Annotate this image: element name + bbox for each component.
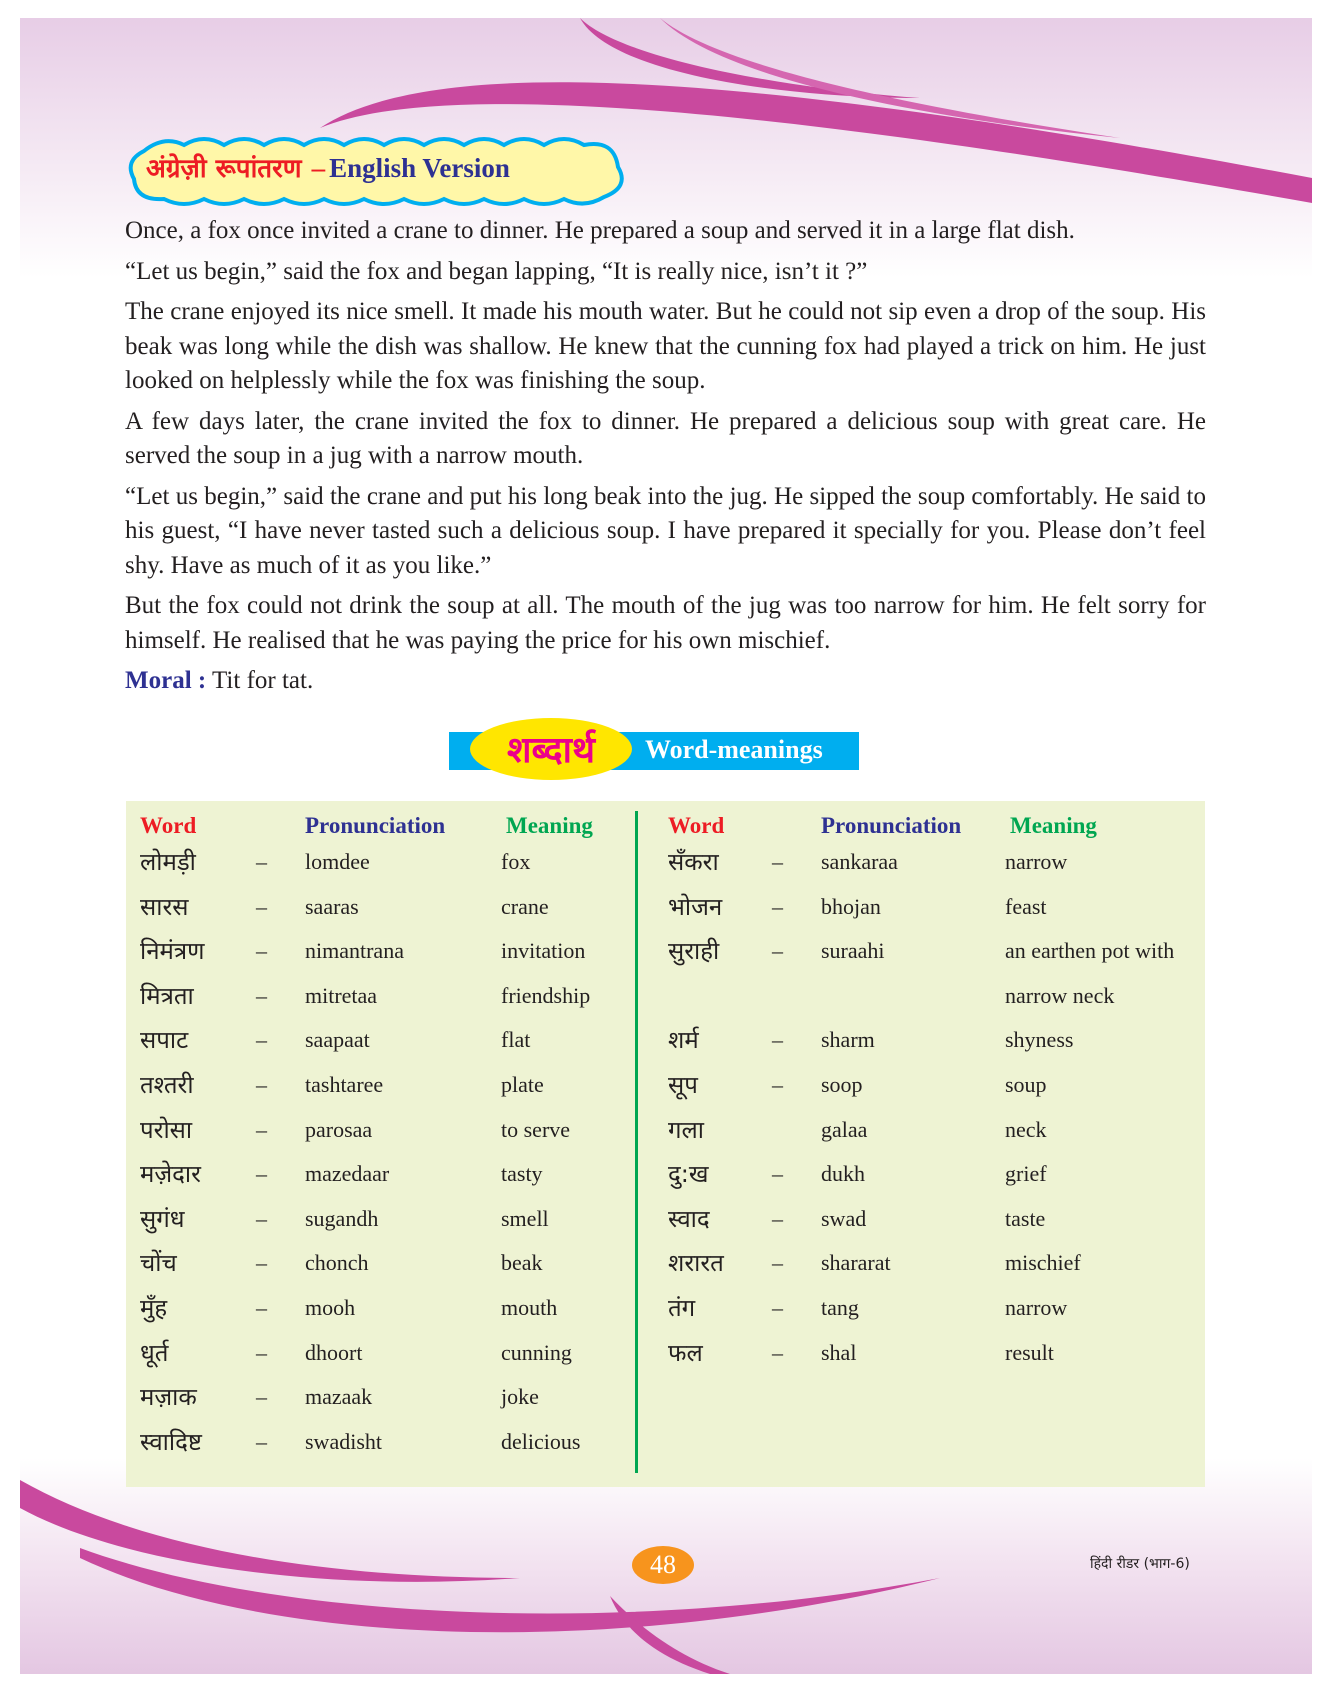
glossary-dash: – bbox=[256, 1294, 267, 1320]
glossary-dash: – bbox=[256, 1339, 267, 1365]
heading-hindi: शब्दार्थ bbox=[507, 730, 595, 771]
glossary-pronunciation: tashtaree bbox=[305, 1071, 384, 1097]
glossary-word: परोसा bbox=[140, 1115, 193, 1144]
glossary-pronunciation: nimantrana bbox=[305, 938, 404, 964]
header-hindi-title: अंग्रेज़ी रूपांतरण bbox=[146, 154, 302, 184]
glossary-meaning: beak bbox=[501, 1250, 543, 1276]
glossary-pronunciation: dhoort bbox=[305, 1339, 363, 1365]
glossary-dash: – bbox=[256, 849, 267, 874]
glossary-word: शर्म bbox=[668, 1026, 699, 1055]
glossary-pronunciation: dukh bbox=[821, 1161, 865, 1187]
moral-text: Tit for tat. bbox=[212, 667, 314, 694]
glossary-dash: – bbox=[772, 1205, 783, 1231]
glossary-dash: – bbox=[772, 893, 783, 919]
glossary-pronunciation: lomdee bbox=[305, 849, 370, 874]
glossary-word: मज़ेदार bbox=[140, 1160, 201, 1189]
glossary-meaning: fox bbox=[501, 849, 531, 874]
header-separator: – bbox=[311, 153, 326, 183]
glossary-dash: – bbox=[256, 938, 267, 964]
glossary-pronunciation: bhojan bbox=[821, 893, 881, 919]
header-pronunciation: Pronunciation bbox=[305, 813, 446, 838]
glossary-word: स्वादिष्ट bbox=[140, 1427, 202, 1456]
glossary-meaning: grief bbox=[1005, 1161, 1047, 1187]
glossary-meaning: plate bbox=[501, 1071, 544, 1097]
glossary-meaning: delicious bbox=[501, 1428, 581, 1454]
glossary-pronunciation: tang bbox=[821, 1294, 859, 1320]
glossary-meaning: mouth bbox=[501, 1294, 558, 1320]
header-meaning: Meaning bbox=[1010, 813, 1097, 838]
glossary-word: तंग bbox=[668, 1293, 696, 1322]
glossary-pronunciation: parosaa bbox=[305, 1116, 373, 1142]
glossary-panel bbox=[126, 801, 1205, 1487]
glossary-word: सारस bbox=[140, 892, 189, 921]
moral-line bbox=[125, 664, 1206, 699]
glossary-dash: – bbox=[256, 982, 267, 1008]
glossary-dash: – bbox=[772, 1071, 783, 1097]
glossary-meaning: flat bbox=[501, 1027, 531, 1053]
header-word: Word bbox=[668, 813, 725, 838]
story-paragraph: Once, a fox once invited a crane to dinner. He prepared a soup and served it in a large flat dish. bbox=[125, 217, 1075, 244]
glossary-meaning: shyness bbox=[1005, 1027, 1074, 1053]
glossary-word: तश्तरी bbox=[140, 1070, 194, 1099]
glossary-word: मज़ाक bbox=[140, 1383, 197, 1412]
glossary-word: फल bbox=[668, 1338, 703, 1367]
story-paragraph: But the fox could not drink the soup at all. The mouth of the jug was too narrow for him. He felt sorry for himself. He realised that he was paying the price for his own mischief. bbox=[125, 592, 1206, 654]
glossary-pronunciation: sugandh bbox=[305, 1205, 379, 1231]
story-paragraph: A few days later, the crane invited the fox to dinner. He prepared a delicious soup with great care. He served the soup in a jug with a narrow mouth. bbox=[125, 407, 1206, 469]
glossary-pronunciation: saapaat bbox=[305, 1027, 370, 1053]
glossary-meaning: smell bbox=[501, 1205, 549, 1231]
glossary-meaning: feast bbox=[1005, 893, 1047, 919]
header-title bbox=[146, 149, 510, 185]
glossary-meaning: result bbox=[1005, 1339, 1054, 1365]
column-divider bbox=[635, 811, 638, 1473]
glossary-pronunciation: suraahi bbox=[821, 938, 885, 964]
glossary-meaning: joke bbox=[501, 1384, 539, 1410]
glossary-dash: – bbox=[772, 1339, 783, 1365]
glossary-dash: – bbox=[772, 938, 783, 964]
glossary-word: निमंत्रण bbox=[140, 937, 205, 966]
glossary-dash: – bbox=[256, 893, 267, 919]
word-meanings-heading bbox=[449, 718, 879, 792]
glossary-dash: – bbox=[772, 1294, 783, 1320]
glossary-meaning: neck bbox=[1005, 1116, 1047, 1142]
story-paragraph: “Let us begin,” said the crane and put his long beak into the jug. He sipped the soup comfortably. He said to his guest, “I have never tasted such a delicious soup. I have prepared it specially for you. Please don’t feel shy. Have as much of it as you like.” bbox=[125, 482, 1206, 579]
glossary-pronunciation: mooh bbox=[305, 1294, 356, 1320]
glossary-meaning: cunning bbox=[501, 1339, 572, 1365]
page-number: 48 bbox=[632, 1546, 694, 1584]
glossary-meaning: tasty bbox=[501, 1161, 543, 1187]
glossary-meaning: invitation bbox=[501, 938, 586, 964]
glossary-dash: – bbox=[256, 1116, 267, 1142]
glossary-word: चोंच bbox=[140, 1249, 177, 1278]
glossary-dash: – bbox=[256, 1027, 267, 1053]
glossary-word: धूर्त bbox=[140, 1338, 169, 1367]
header-meaning: Meaning bbox=[506, 813, 593, 838]
header-pronunciation: Pronunciation bbox=[821, 813, 962, 838]
glossary-word: गला bbox=[668, 1115, 704, 1144]
glossary-word: शरारत bbox=[668, 1249, 724, 1278]
glossary-word: भोजन bbox=[668, 892, 723, 921]
glossary-word: सुगंध bbox=[140, 1204, 185, 1233]
glossary-pronunciation: mazaak bbox=[305, 1384, 373, 1410]
glossary-pronunciation: shal bbox=[821, 1339, 857, 1365]
glossary-dash: – bbox=[772, 1250, 783, 1276]
header-banner bbox=[124, 131, 630, 211]
glossary-dash: – bbox=[772, 849, 783, 874]
header-word: Word bbox=[140, 813, 197, 838]
page bbox=[20, 18, 1312, 1674]
glossary-meaning: soup bbox=[1005, 1071, 1047, 1097]
glossary-word: सँकरा bbox=[668, 848, 719, 876]
glossary-dash: – bbox=[256, 1161, 267, 1187]
glossary-dash: – bbox=[256, 1384, 267, 1410]
glossary-word: सूप bbox=[668, 1070, 698, 1099]
glossary-pronunciation: galaa bbox=[821, 1116, 868, 1142]
moral-label: Moral : bbox=[125, 667, 207, 694]
story-text bbox=[125, 214, 1206, 705]
glossary-pronunciation: saaras bbox=[305, 893, 359, 919]
glossary-meaning: mischief bbox=[1005, 1250, 1081, 1276]
glossary-pronunciation: chonch bbox=[305, 1250, 369, 1276]
glossary-word: स्वाद bbox=[668, 1204, 710, 1233]
glossary-pronunciation: shararat bbox=[821, 1250, 891, 1276]
glossary-meaning: taste bbox=[1005, 1205, 1046, 1231]
glossary-dash: – bbox=[772, 1027, 783, 1053]
glossary-meaning: narrow bbox=[1005, 1294, 1068, 1320]
glossary-word: सुराही bbox=[668, 937, 720, 966]
story-paragraph: The crane enjoyed its nice smell. It made his mouth water. But he could not sip even a drop of the soup. His beak was long while the dish was shallow. He knew that the cunning fox had played a trick on him. He just looked on helplessly while the fox was finishing the soup. bbox=[125, 298, 1206, 394]
glossary-word: मित्रता bbox=[140, 981, 194, 1010]
glossary-word: मुँह bbox=[140, 1293, 168, 1322]
story-paragraph: “Let us begin,” said the fox and began lapping, “It is really nice, isn’t it ?” bbox=[125, 257, 868, 285]
book-title: हिंदी रीडर (भाग-6) bbox=[1090, 1556, 1190, 1572]
glossary-pronunciation: swad bbox=[821, 1205, 867, 1231]
glossary-meaning: to serve bbox=[501, 1116, 571, 1142]
glossary-word: लोमड़ी bbox=[140, 848, 196, 876]
header-english-title: English Version bbox=[329, 153, 510, 183]
glossary-word: सपाट bbox=[140, 1026, 189, 1055]
glossary-meaning: narrow bbox=[1005, 849, 1068, 874]
glossary-meaning: narrow neck bbox=[1005, 982, 1115, 1008]
glossary-pronunciation: mazedaar bbox=[305, 1161, 390, 1187]
glossary-meaning: an earthen pot with bbox=[1005, 938, 1175, 964]
glossary-pronunciation: swadisht bbox=[305, 1428, 382, 1454]
glossary-dash: – bbox=[256, 1428, 267, 1454]
glossary-word: दु:ख bbox=[668, 1160, 709, 1189]
glossary-pronunciation: sharm bbox=[821, 1027, 875, 1053]
glossary-pronunciation: soop bbox=[821, 1071, 863, 1097]
glossary-meaning: crane bbox=[501, 893, 549, 919]
glossary-dash: – bbox=[256, 1205, 267, 1231]
glossary-pronunciation: mitretaa bbox=[305, 982, 378, 1008]
bottom-swoosh-left bbox=[20, 1480, 520, 1582]
glossary-dash: – bbox=[256, 1250, 267, 1276]
glossary-dash: – bbox=[772, 1161, 783, 1187]
heading-english: Word-meanings bbox=[645, 735, 823, 764]
glossary-meaning: friendship bbox=[501, 982, 591, 1008]
glossary-pronunciation: sankaraa bbox=[821, 849, 898, 874]
glossary-dash: – bbox=[256, 1071, 267, 1097]
